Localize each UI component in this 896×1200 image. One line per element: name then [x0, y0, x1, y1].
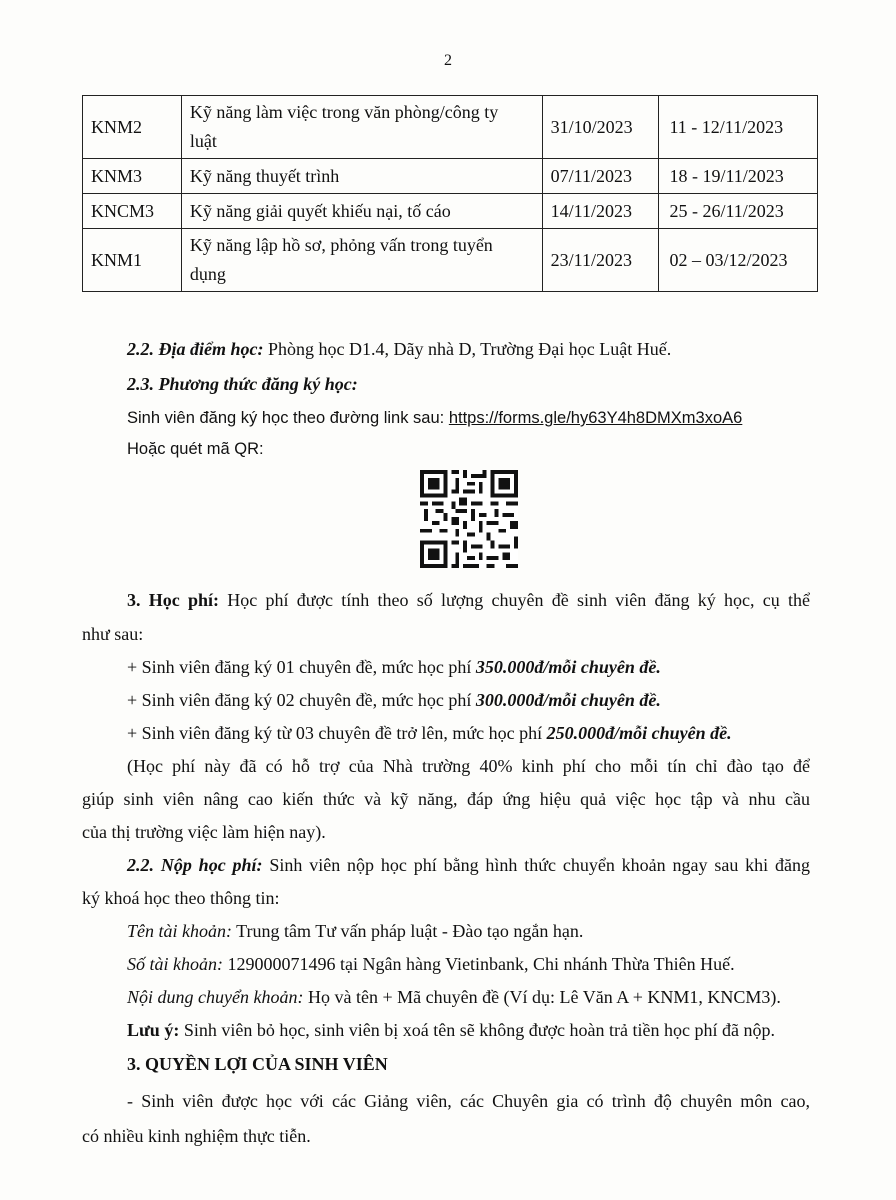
refund-note: Sinh viên bỏ học, sinh viên bị xoá tên sẽ không được hoàn trả tiền học phí đã nộp.	[179, 1020, 775, 1040]
rights-heading: 3. QUYỀN LỢI CỦA SINH VIÊN	[127, 1054, 388, 1074]
table-row	[83, 159, 818, 194]
registration-deadline: 31/10/2023	[542, 96, 659, 159]
course-code: KNM1	[83, 229, 182, 292]
fee-amount: 300.000đ/mỗi chuyên đề.	[475, 690, 661, 710]
course-dates: 18 - 19/11/2023	[659, 159, 818, 194]
fee-amount: 250.000đ/mỗi chuyên đề.	[546, 723, 732, 743]
course-dates: 11 - 12/11/2023	[659, 96, 818, 159]
registration-link-prefix: Sinh viên đăng ký học theo đường link sau:	[127, 409, 449, 427]
course-name: Kỹ năng thuyết trình	[181, 159, 542, 194]
account-number: 129000071496 tại Ngân hàng Vietinbank, Chi nhánh Thừa Thiên Huế.	[223, 954, 735, 974]
registration-deadline: 07/11/2023	[542, 159, 659, 194]
rights-item-line-1: - Sinh viên được học với các Giảng viên, các Chuyên gia có trình độ chuyên môn cao,	[127, 1091, 810, 1111]
account-number-line	[127, 952, 735, 976]
fee-item: + Sinh viên đăng ký 01 chuyên đề, mức học phí 350.000đ/mỗi chuyên đề.	[127, 657, 661, 677]
payment-label: 2.2. Nộp học phí:	[127, 855, 263, 875]
location-text: Phòng học D1.4, Dãy nhà D, Trường Đại học Luật Huế.	[263, 339, 672, 359]
account-name: Trung tâm Tư vấn pháp luật - Đào tạo ngắn hạn.	[232, 921, 584, 941]
table-row	[83, 96, 818, 159]
registration-heading: 2.3. Phương thức đăng ký học:	[127, 374, 358, 394]
refund-note-label: Lưu ý:	[127, 1020, 180, 1040]
course-schedule-table	[82, 95, 818, 292]
transfer-content-label: Nội dung chuyển khoản:	[127, 987, 304, 1007]
fee-note-line-1: (Học phí này đã có hỗ trợ của Nhà trường 40% kinh phí cho mỗi tín chỉ đào tạo để	[127, 756, 810, 776]
course-name: Kỹ năng giải quyết khiếu nại, tố cáo	[181, 194, 542, 229]
course-code: KNM3	[83, 159, 182, 194]
course-code: KNCM3	[83, 194, 182, 229]
course-name: Kỹ năng lập hồ sơ, phỏng vấn trong tuyển dụng	[181, 229, 542, 292]
location-line	[127, 337, 671, 361]
table-row	[83, 229, 818, 292]
fees-intro-line-2: như sau:	[82, 624, 144, 644]
fee-item: + Sinh viên đăng ký 02 chuyên đề, mức học phí 300.000đ/mỗi chuyên đề.	[127, 690, 661, 710]
course-code: KNM2	[83, 96, 182, 159]
rights-item-line-2: có nhiều kinh nghiệm thực tiễn.	[82, 1126, 311, 1146]
fees-intro-line-1: 3. Học phí: Học phí được tính theo số lượng chuyên đề sinh viên đăng ký học, cụ thể	[127, 590, 810, 610]
registration-link-line	[127, 406, 742, 430]
fees-heading: 3. Học phí:	[127, 590, 220, 610]
payment-line-2: ký khoá học theo thông tin:	[82, 888, 280, 908]
refund-note-line	[127, 1018, 775, 1042]
qr-prompt: Hoặc quét mã QR:	[127, 440, 264, 458]
payment-line-1: 2.2. Nộp học phí: Sinh viên nộp học phí bằng hình thức chuyển khoản ngay sau khi đăng	[127, 855, 810, 875]
fee-note-line-2: giúp sinh viên nâng cao kiến thức và kỹ năng, đáp ứng hiệu quả việc học tập và nhu cầu	[82, 789, 810, 809]
account-name-line	[127, 919, 583, 943]
table-row	[83, 194, 818, 229]
fee-note-line-3: của thị trường việc làm hiện nay).	[82, 822, 326, 842]
location-label: 2.2. Địa điểm học:	[127, 339, 264, 359]
account-number-label: Số tài khoản:	[127, 954, 223, 974]
registration-form-link[interactable]: https://forms.gle/hy63Y4h8DMXm3xoA6	[448, 409, 743, 427]
course-name: Kỹ năng làm việc trong văn phòng/công ty luật	[181, 96, 542, 159]
fee-item: + Sinh viên đăng ký từ 03 chuyên đề trở lên, mức học phí 250.000đ/mỗi chuyên đề.	[127, 723, 732, 743]
course-dates: 25 - 26/11/2023	[659, 194, 818, 229]
account-name-label: Tên tài khoản:	[127, 921, 232, 941]
fee-amount: 350.000đ/mỗi chuyên đề.	[475, 657, 661, 677]
transfer-content-line	[127, 985, 781, 1009]
course-dates: 02 – 03/12/2023	[659, 229, 818, 292]
registration-deadline: 23/11/2023	[542, 229, 659, 292]
page-number: 2	[444, 52, 452, 69]
registration-deadline: 14/11/2023	[542, 194, 659, 229]
transfer-content: Họ và tên + Mã chuyên đề (Ví dụ: Lê Văn A + KNM1, KNCM3).	[303, 987, 781, 1007]
qr-code-icon[interactable]	[420, 470, 518, 568]
